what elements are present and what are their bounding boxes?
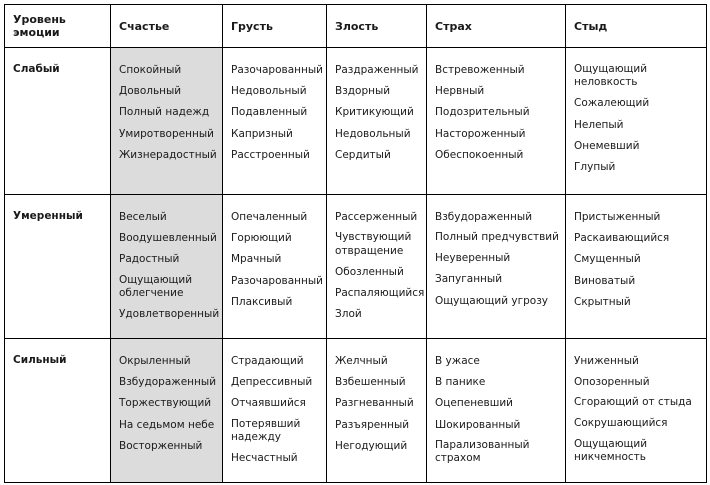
emotion-word: Жизнерадостный: [119, 148, 217, 161]
emotion-word: Сокрушающийся: [574, 417, 668, 430]
emotion-word: Вздорный: [335, 85, 391, 98]
header-cell-level: Уровень эмоции: [5, 5, 111, 48]
emotion-word: Отчаявшийся: [231, 397, 306, 410]
emotion-word: Скрытный: [574, 295, 631, 308]
emotion-cell-sadness: [223, 195, 327, 339]
emotion-word: Взбешенный: [335, 376, 406, 389]
emotion-word: Капризный: [231, 127, 293, 140]
emotion-word: Удовлетворенный: [119, 307, 220, 320]
emotion-word: Подозрительный: [435, 106, 530, 119]
emotion-cell-fear: [427, 48, 566, 195]
emotion-word: Опечаленный: [231, 211, 308, 223]
emotion-word: Расстроенный: [231, 148, 310, 161]
emotion-word: Радостный: [119, 253, 180, 266]
emotion-cell-anger: [327, 195, 427, 339]
level-cell: Слабый: [5, 48, 111, 195]
emotion-word: Ощущающий угрозу: [435, 294, 549, 307]
emotion-word: Взбудораженный: [119, 376, 217, 389]
emotion-word: Шокированный: [435, 418, 521, 431]
emotion-word: Плаксивый: [231, 295, 293, 308]
emotion-word: Униженный: [574, 355, 639, 367]
emotion-word: Рассерженный: [335, 211, 418, 223]
emotion-word: На седьмом небе: [119, 418, 215, 431]
emotion-word: Несчастный: [231, 451, 298, 464]
table-row-moderate: [5, 195, 707, 339]
emotion-word: Страдающий: [231, 355, 304, 367]
emotion-cell-shame: [566, 48, 707, 195]
emotion-word: Парализованный страхом: [435, 438, 530, 465]
emotion-word: В панике: [435, 376, 486, 389]
emotion-cell-shame: [566, 339, 707, 483]
emotion-word: Спокойный: [119, 64, 182, 76]
header-cell-happiness: Счастье: [111, 5, 223, 48]
emotion-word: Распаляющийся: [335, 286, 425, 299]
emotion-word: Нелепый: [574, 118, 624, 131]
header-cell-fear: Страх: [427, 5, 566, 48]
emotion-word: Недовольный: [231, 85, 307, 98]
emotion-cell-sadness: [223, 339, 327, 483]
emotion-word: Критикующий: [335, 106, 414, 119]
emotion-word: Запуганный: [435, 273, 503, 286]
emotion-word: Сердитый: [335, 148, 391, 161]
emotion-word: Обозленный: [335, 265, 404, 278]
emotion-word: Недовольный: [335, 127, 411, 140]
emotion-word: Горюющий: [231, 232, 292, 245]
emotion-word: Ощущающий неловкость: [574, 63, 648, 89]
emotion-word: Взбудораженный: [435, 211, 533, 223]
header-row: [5, 5, 707, 48]
level-cell: Сильный: [5, 339, 111, 483]
emotion-word: Ощущающий никчемность: [574, 437, 648, 463]
emotion-word: Веселый: [119, 211, 167, 223]
table-row-weak: [5, 48, 707, 195]
emotion-word: Онемевший: [574, 139, 640, 152]
emotion-word: Настороженный: [435, 127, 526, 140]
header-cell-sadness: Грусть: [223, 5, 327, 48]
emotion-word: Окрыленный: [119, 355, 191, 367]
emotion-word: Неуверенный: [435, 252, 511, 265]
table-row-strong: [5, 339, 707, 483]
emotion-word: Опозоренный: [574, 376, 650, 389]
header-cell-anger: Злость: [327, 5, 427, 48]
emotion-word: Раскаивающийся: [574, 232, 670, 245]
emotion-word: Обеспокоенный: [435, 148, 524, 161]
emotion-word: Смущенный: [574, 253, 641, 266]
emotion-word: Мрачный: [231, 253, 282, 266]
emotion-cell-sadness: [223, 48, 327, 195]
emotion-word: Разочарованный: [231, 64, 323, 76]
emotion-word: Злой: [335, 307, 362, 320]
emotion-word: Разгневанный: [335, 397, 414, 410]
emotion-word: Разочарованный: [231, 274, 323, 287]
emotion-word: Нервный: [435, 85, 485, 98]
emotion-cell-happiness: [111, 48, 223, 195]
emotion-word: Депрессивный: [231, 376, 313, 389]
emotion-word: Раздраженный: [335, 64, 419, 76]
emotion-word: Торжествующий: [119, 397, 212, 410]
emotion-cell-fear: [427, 339, 566, 483]
emotion-word: Виноватый: [574, 274, 636, 287]
emotion-cell-fear: [427, 195, 566, 339]
emotion-word: Довольный: [119, 85, 182, 98]
emotion-word: Оцепеневший: [435, 397, 513, 410]
emotion-word: Желчный: [335, 355, 388, 367]
emotion-word: Полный надежд: [119, 106, 210, 119]
emotion-word: Негодующий: [335, 439, 408, 452]
emotion-word: Ощущающий облегчение: [119, 273, 193, 299]
emotion-word: Полный предчувствий: [435, 231, 559, 244]
emotion-cell-anger: [327, 48, 427, 195]
emotion-word: Пристыженный: [574, 211, 661, 223]
emotion-word: Подавленный: [231, 106, 308, 119]
emotion-word: Потерявший надежду: [231, 417, 301, 443]
emotion-cell-anger: [327, 339, 427, 483]
emotion-cell-happiness: [111, 339, 223, 483]
header-cell-shame: Стыд: [566, 5, 707, 48]
emotion-cell-shame: [566, 195, 707, 339]
emotion-word: В ужасе: [435, 355, 480, 367]
emotion-word: Воодушевленный: [119, 232, 217, 245]
emotion-word: Глупый: [574, 160, 616, 173]
emotion-cell-happiness: [111, 195, 223, 339]
level-cell: Умеренный: [5, 195, 111, 339]
emotion-word: Сгорающий от стыда: [574, 396, 692, 409]
emotion-word: Встревоженный: [435, 64, 525, 76]
emotion-word: Сожалеющий: [574, 97, 650, 110]
emotion-levels-table: [4, 4, 707, 483]
emotion-word: Разъяренный: [335, 418, 410, 431]
emotion-word: Чувствующий отвращение: [335, 231, 412, 257]
emotion-word: Умиротворенный: [119, 127, 214, 140]
emotion-word: Восторженный: [119, 439, 203, 452]
